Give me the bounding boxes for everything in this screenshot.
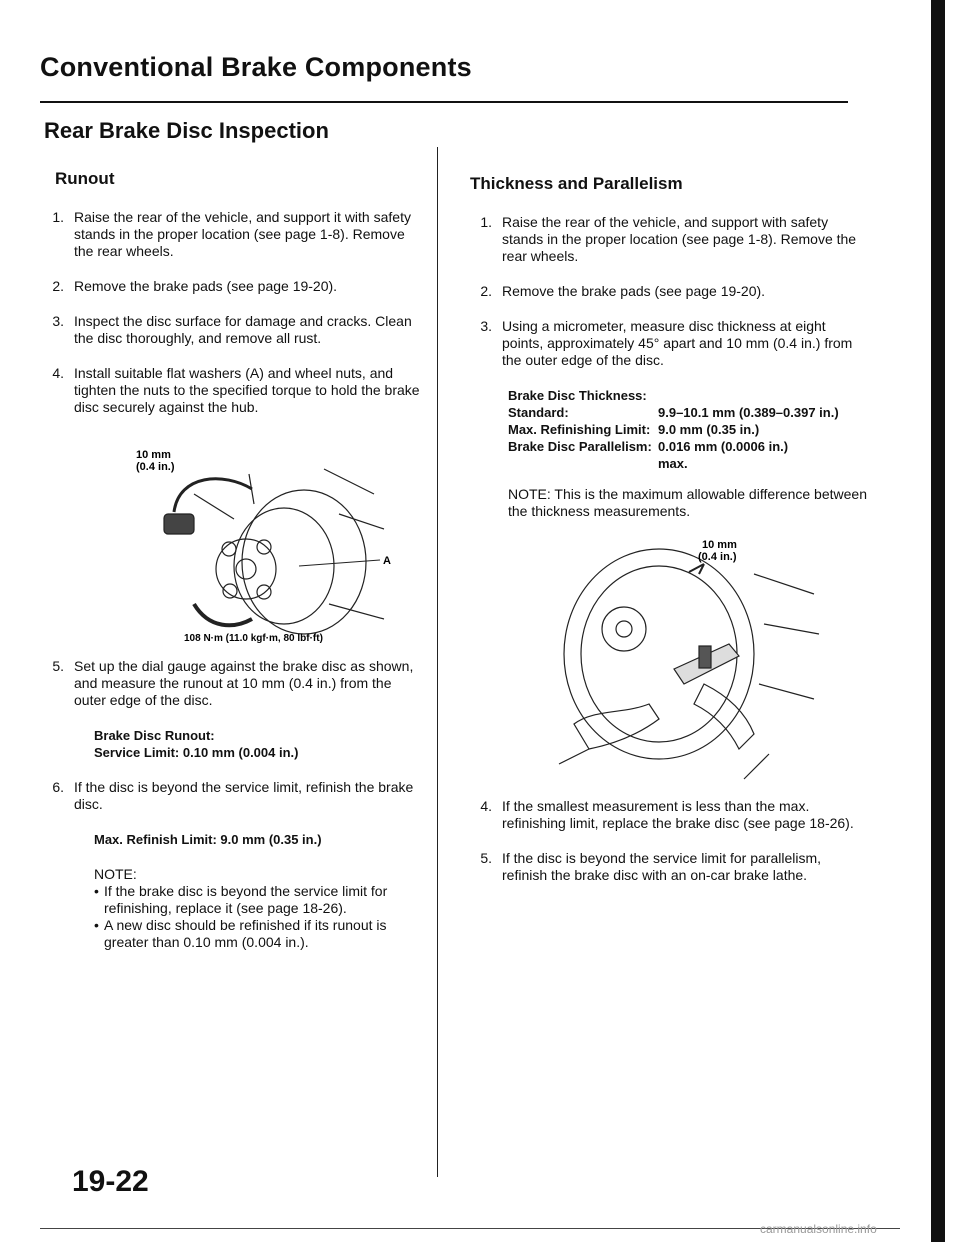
step-number: 3. xyxy=(480,318,492,334)
page-number: 19-22 xyxy=(72,1165,149,1198)
spec-value: 0.016 mm (0.0006 in.) xyxy=(658,439,789,454)
step-number: 1. xyxy=(52,209,64,225)
spec-value: 9.9–10.1 mm (0.389–0.397 in.) xyxy=(658,405,839,420)
step-number: 1. xyxy=(480,214,492,230)
step-number: 4. xyxy=(480,798,492,814)
spec-key: Max. Refinishing Limit: xyxy=(508,422,651,437)
dimension-label: 10 mm xyxy=(702,539,737,551)
dimension-label: (0.4 in.) xyxy=(698,551,737,563)
dial-gauge-shape xyxy=(164,514,194,534)
torque-label: 108 N·m (11.0 kgf·m, 80 lbf·ft) xyxy=(184,633,323,644)
note-item: • A new disc should be refinished if its runout is greater than 0.10 mm (0.004 in.). xyxy=(94,917,425,951)
thickness-step xyxy=(468,798,868,832)
step-number: 2. xyxy=(480,283,492,299)
step-text: Remove the brake pads (see page 19-20). xyxy=(74,278,338,294)
step-number: 3. xyxy=(52,313,64,329)
runout-column xyxy=(40,170,425,959)
step-text: Raise the rear of the vehicle, and support it with safety stands in the proper location (see page 1-8). Remove the rear wheels. xyxy=(74,209,411,259)
spec-row xyxy=(508,438,868,455)
runout-note xyxy=(94,866,425,951)
step-number: 5. xyxy=(52,658,64,674)
hub-shape xyxy=(216,539,276,599)
step-number: 6. xyxy=(52,779,64,795)
column-divider xyxy=(437,147,438,1177)
thickness-title: Thickness and Parallelism xyxy=(470,174,683,193)
runout-spec xyxy=(94,727,425,761)
runout-step xyxy=(40,209,425,260)
step-number: 2. xyxy=(52,278,64,294)
step-text: Raise the rear of the vehicle, and support with safety stands in the proper location (see page 1-8). Remove the rear wheels. xyxy=(502,214,857,264)
step-text: If the disc is beyond the service limit, refinish the brake disc. xyxy=(74,779,414,812)
runout-step xyxy=(40,278,425,295)
thickness-column xyxy=(468,170,868,902)
callout-a: A xyxy=(383,555,391,567)
step-number: 5. xyxy=(480,850,492,866)
spec-key: Brake Disc Parallelism: xyxy=(508,439,652,454)
section-title: Rear Brake Disc Inspection xyxy=(44,118,329,143)
spec-heading: Brake Disc Thickness: xyxy=(508,388,647,403)
dimension-label: 10 mm xyxy=(136,449,171,461)
spec-value: max. xyxy=(658,456,688,471)
note-title: NOTE: xyxy=(94,866,137,882)
dimension-label: (0.4 in.) xyxy=(136,461,175,473)
watermark: carmanualsonline.info xyxy=(760,1222,877,1236)
thickness-step xyxy=(468,214,868,265)
spec-row xyxy=(508,455,868,472)
step-text: Using a micrometer, measure disc thickness at eight points, approximately 45° apart and 10 mm (0.4 in.) from the outer edge of the disc. xyxy=(502,318,853,368)
runout-step xyxy=(40,779,425,813)
runout-step xyxy=(40,313,425,347)
spec-value: Service Limit: 0.10 mm (0.004 in.) xyxy=(94,745,299,760)
spec-value: 9.0 mm (0.35 in.) xyxy=(658,422,760,437)
note-item: • If the brake disc is beyond the service limit for refinishing, replace it (see page 18-26). xyxy=(94,883,425,917)
spec-row xyxy=(508,404,868,421)
hub-shape xyxy=(602,607,646,651)
thickness-spec-table xyxy=(508,387,868,472)
spec-key: Standard: xyxy=(508,405,569,420)
micrometer-figure xyxy=(554,534,824,784)
runout-step xyxy=(40,365,425,416)
runout-step xyxy=(40,658,425,709)
spec-row xyxy=(508,421,868,438)
step-text: If the smallest measurement is less than the max. refinishing limit, replace the brake disc (see page 18-26). xyxy=(502,798,854,831)
thickness-step xyxy=(468,283,868,300)
thickness-step xyxy=(468,850,868,884)
runout-title: Runout xyxy=(55,169,115,188)
step-text: Install suitable flat washers (A) and wheel nuts, and tighten the nuts to the specified torque to hold the brake disc securely against the hub. xyxy=(74,365,420,415)
title-rule xyxy=(40,101,848,103)
refinish-limit: Max. Refinish Limit: 9.0 mm (0.35 in.) xyxy=(94,832,322,847)
dial-gauge-figure xyxy=(134,434,394,644)
step-number: 4. xyxy=(52,365,64,381)
spec-label: Brake Disc Runout: xyxy=(94,728,215,743)
thickness-step xyxy=(468,318,868,369)
thickness-note: NOTE: This is the maximum allowable difference between the thickness measurements. xyxy=(508,486,867,519)
spec-key xyxy=(508,455,658,472)
step-text: Set up the dial gauge against the brake disc as shown, and measure the runout at 10 mm (0.4 in.) from the outer edge of the disc. xyxy=(74,658,414,708)
step-text: Inspect the disc surface for damage and cracks. Clean the disc thoroughly, and remove all rust. xyxy=(74,313,412,346)
step-text: Remove the brake pads (see page 19-20). xyxy=(502,283,766,299)
page-title: Conventional Brake Components xyxy=(40,52,472,82)
step-text: If the disc is beyond the service limit for parallelism, refinish the brake disc with an on-car brake lathe. xyxy=(502,850,822,883)
page-edge-bar xyxy=(931,0,945,1242)
